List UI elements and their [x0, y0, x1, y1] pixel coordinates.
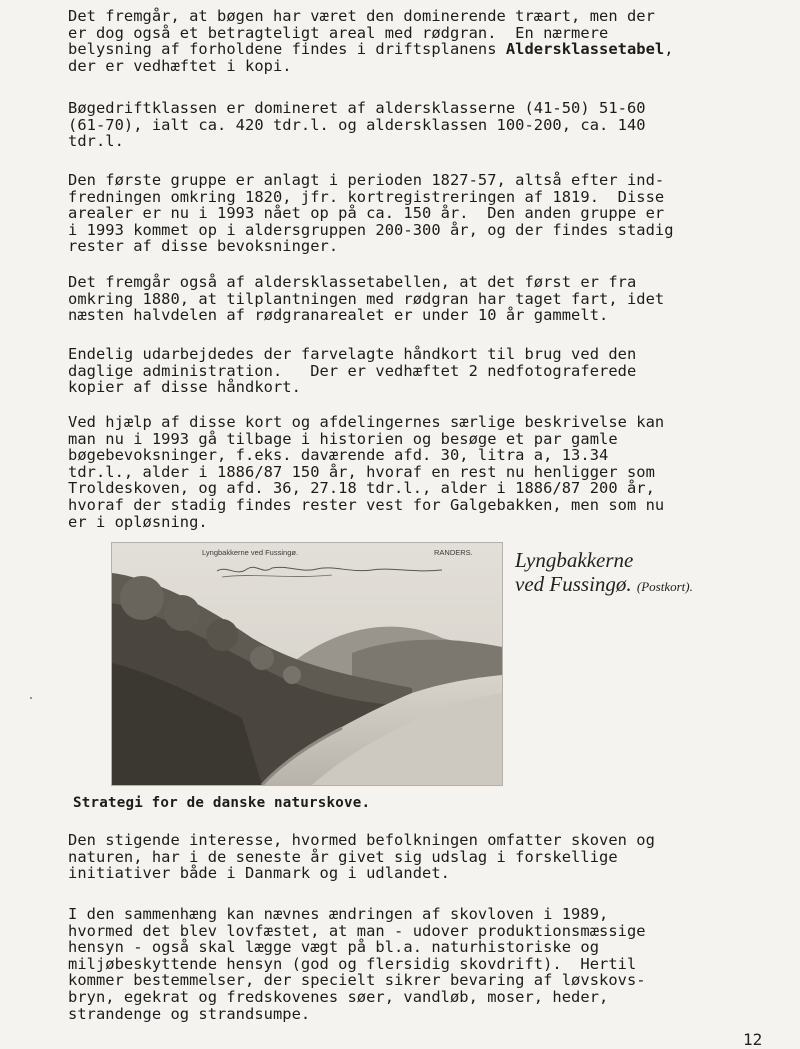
text-fragment: ,	[664, 40, 674, 59]
text-line: rester af disse bevoksninger.	[68, 237, 339, 256]
page-number: 12	[743, 1030, 763, 1049]
paragraph-spruce-planting	[68, 274, 746, 324]
text-line: Det fremgår også af aldersklassetabellen, at det først er fra	[68, 273, 637, 291]
text-line: bøgebevoksninger, f.eks. daværende afd. 30, litra a, 13.34	[68, 446, 609, 465]
caption-line-2	[515, 572, 755, 599]
text-line: (61-70), ialt ca. 420 tdr.l. og aldersklassen 100-200, ca. 140	[68, 115, 646, 134]
text-line: Bøgedriftklassen er domineret af aldersklasserne (41-50) 51-60	[68, 99, 646, 117]
caption-source: (Postkort).	[636, 579, 693, 594]
text-line: Den første gruppe er anlagt i perioden 1827-57, altså efter ind-	[68, 171, 665, 189]
text-line: tdr.l.	[68, 132, 124, 151]
paragraph-beech-age-classes	[68, 100, 746, 150]
section-heading: Strategi for de danske naturskove.	[73, 795, 371, 811]
text-line: initiativer både i Danmark og i udlandet.	[68, 864, 450, 883]
caption-place: ved Fussingø.	[515, 572, 632, 596]
text-line: hvormed det blev lovfæstet, at man - udover produktionsmæssige	[68, 921, 646, 940]
paragraph-old-beech-stands	[68, 414, 746, 530]
text-fragment: belysning af forholdene findes i driftsplanens	[68, 40, 506, 59]
text-line: omkring 1880, at tilplantningen med rødgran har taget fart, idet	[68, 289, 665, 308]
text-line: Troldeskoven, og afd. 36, 27.18 tdr.l., alder i 1886/87 200 år,	[68, 479, 655, 498]
postcard-landscape-image	[112, 543, 502, 785]
text-line: næsten halvdelen af rødgranarealet er under 10 år gammelt.	[68, 306, 609, 325]
text-line: der er vedhæftet i kopi.	[68, 56, 292, 75]
paragraph-rising-interest	[68, 832, 746, 882]
text-line: bryn, egekrat og fredskovenes søer, vandløb, moser, heder,	[68, 987, 609, 1006]
postcard-printed-title: Lyngbakkerne ved Fussingø.	[202, 548, 299, 557]
caption-line-1: Lyngbakkerne	[515, 548, 634, 572]
text-line: Ved hjælp af disse kort og afdelingernes særlige beskrivelse kan	[68, 413, 665, 431]
text-line: er i opløsning.	[68, 512, 208, 531]
photo-caption	[515, 548, 755, 599]
paragraph-forest-law	[68, 906, 746, 1022]
text-line: tdr.l., alder i 1886/87 150 år, hvoraf en rest nu henligger som	[68, 462, 655, 481]
text-line: daglige administration. Der er vedhæftet 2 nedfotograferede	[68, 361, 637, 380]
text-line: miljøbeskyttende hensyn (god og flersidig skovdrift). Hertil	[68, 954, 637, 973]
text-line: man nu i 1993 gå tilbage i historien og besøge et par gamle	[68, 429, 618, 448]
text-line: I den sammenhæng kan nævnes ændringen af skovloven i 1989,	[68, 905, 609, 923]
text-line: i 1993 kommet op i aldersgruppen 200-300 år, og der findes stadig	[68, 220, 674, 239]
text-line: naturen, har i de seneste år givet sig udslag i forskellige	[68, 847, 618, 866]
paragraph-hand-maps	[68, 346, 746, 396]
text-line: kommer bestemmelser, der specielt sikrer bevaring af løvskovs-	[68, 971, 646, 990]
postcard-printed-place: RANDERS.	[434, 548, 473, 557]
paragraph-first-group	[68, 172, 746, 255]
postcard-photo	[111, 542, 503, 786]
text-line: Endelig udarbejdedes der farvelagte håndkort til brug ved den	[68, 345, 637, 363]
text-line: strandenge og strandsumpe.	[68, 1004, 311, 1023]
text-line: fredningen omkring 1820, jfr. kortregistreringen af 1819. Disse	[68, 187, 665, 206]
text-line: hensyn - også skal lægge vægt på bl.a. naturhistoriske og	[68, 938, 600, 957]
bold-term-aldersklassetabel: Aldersklassetabel	[505, 40, 665, 59]
margin-speck	[30, 697, 32, 699]
text-line: kopier af disse håndkort.	[68, 378, 301, 397]
text-line	[68, 41, 746, 58]
text-line: Det fremgår, at bøgen har været den dominerende træart, men der	[68, 7, 655, 25]
text-line: arealer er nu i 1993 nået op på ca. 150 år. Den anden gruppe er	[68, 204, 665, 223]
text-line: hvoraf der stadig findes rester vest for Galgebakken, men som nu	[68, 495, 665, 514]
paragraph-beech-dominant	[68, 8, 746, 74]
text-line: er dog også et betragteligt areal med rødgran. En nærmere	[68, 23, 609, 42]
text-line: Den stigende interesse, hvormed befolkningen omfatter skoven og	[68, 831, 655, 849]
